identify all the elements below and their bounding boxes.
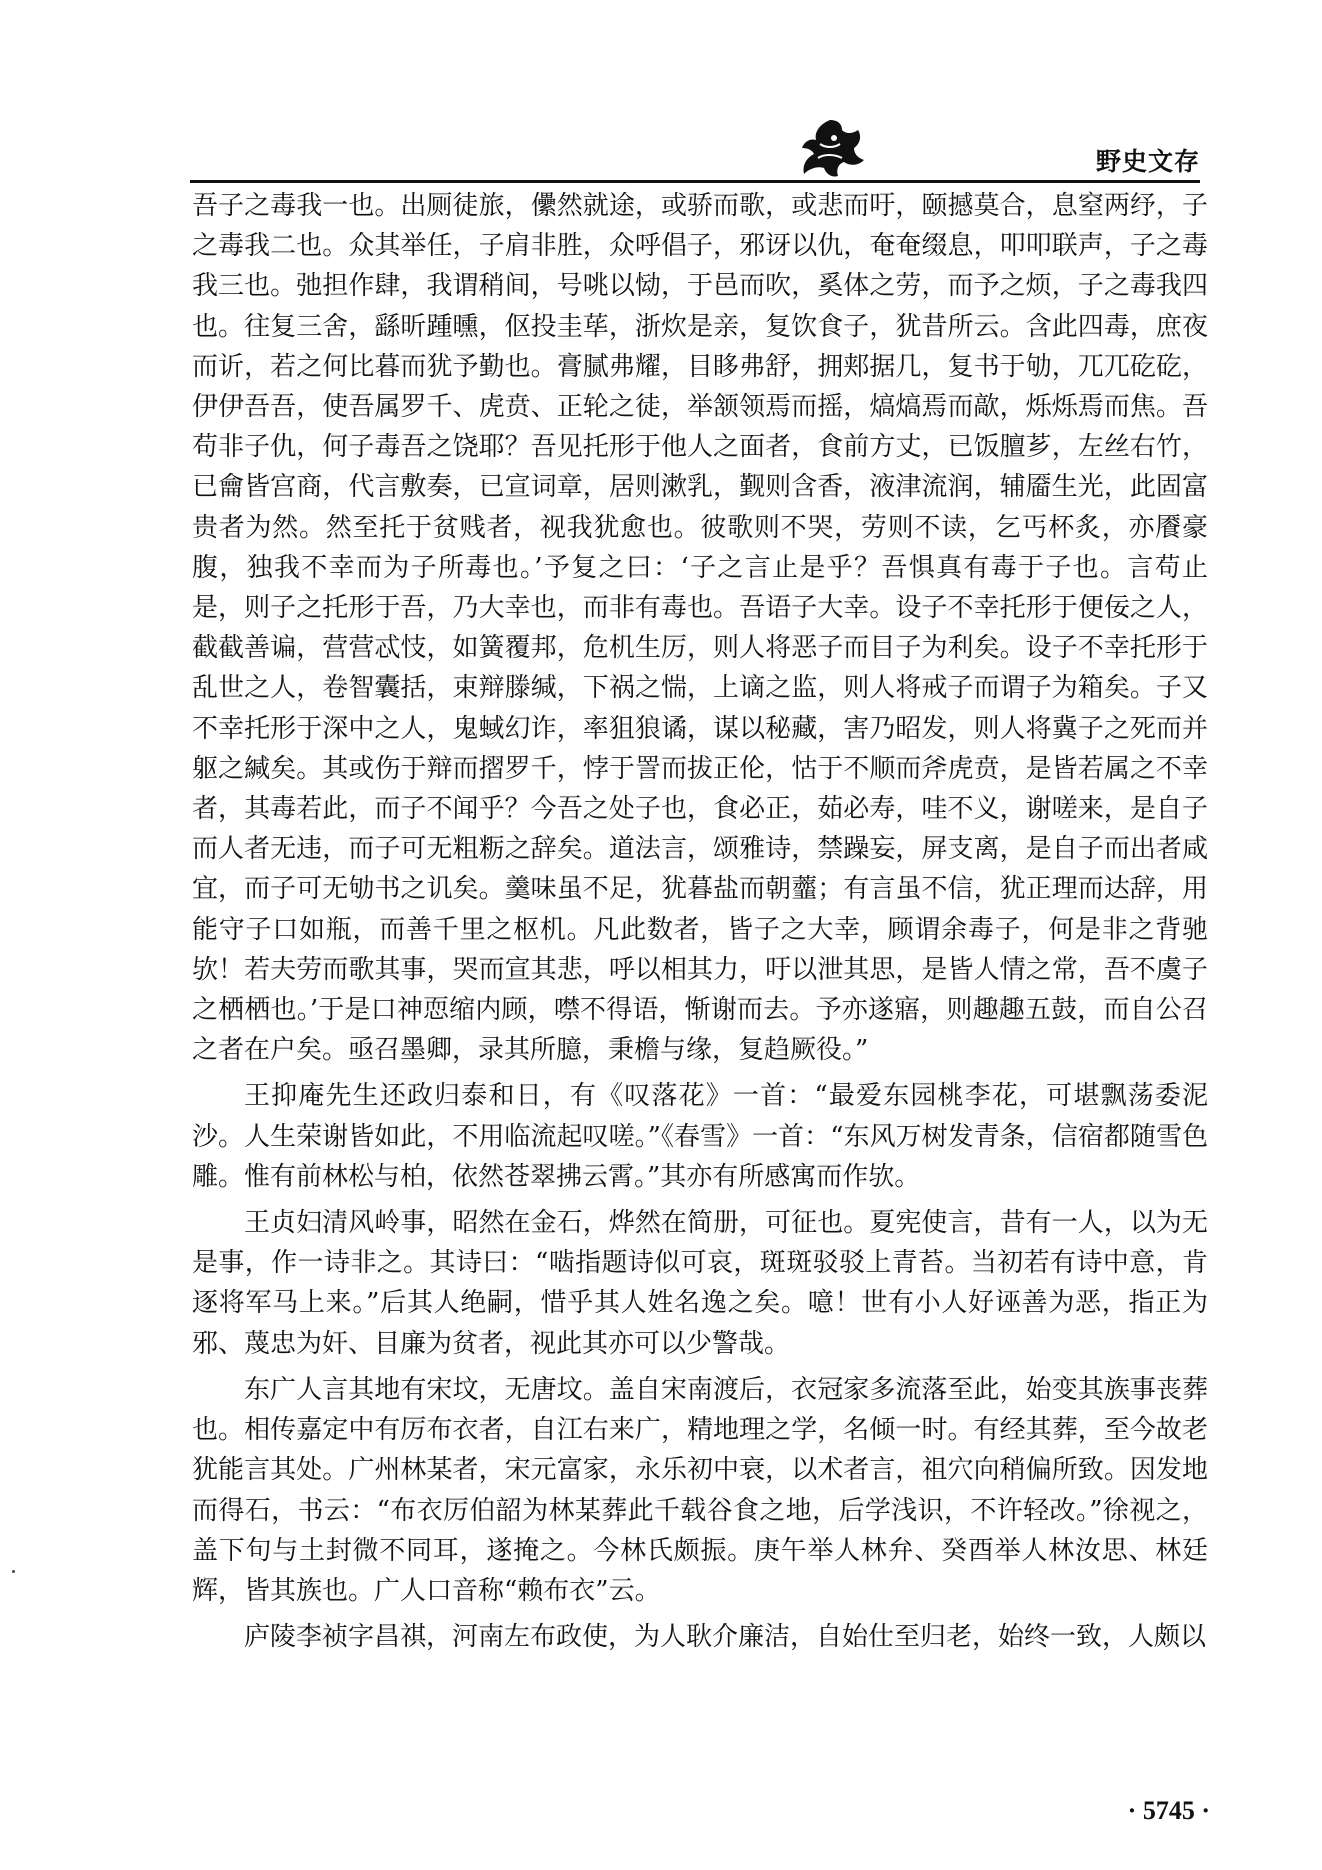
book-series-title: 野史文存 <box>1095 147 1200 176</box>
running-header <box>190 108 1200 188</box>
paragraph-1: 吾子之毒我一也。出厕徒旅，儽然就途，或骄而歌，或悲而吁，颐撼莫合，息窒两纾，子之毒我二也。众其举任，子肩非胜，众呼倡子，邪讶以仇，奄奄缀息，叩叩联声，子之毒我三也。弛担作肆，我谓稍间，号咷以恸，于邑而吹，奚体之劳，而予之烦，子之毒我四也。往复三舍，繇昕踵曛，伛投圭荜，浙炊是亲，复饮食子，犹昔所云。含此四毒，庶夜而䜣，若之何比暮而犹予勤也。膏腻弗耀，目眵弗舒，拥郏据几，复书于劬，兀兀矻矻，伊伊吾吾，使吾属罗千、虎贲、正轮之徒，举颔领焉而摇，熇熇焉而歊，烁烁焉而焦。吾苟非子仇，何子毒吾之饶耶？吾见托形于他人之面者，食前方丈，已饭膻芗，左丝右竹，已龠皆宫商，代言敷奏，已宣词章，居则漱乳，觐则含香，液津流润，辅靥生光，此固富贵者为然。然至托于贫贱者，视我犹愈也。彼歌则不哭，劳则不读，乞丐杯炙，亦餍豪腹，独我不幸而为子所毒也。’予复之曰：‘子之言止是乎？吾惧真有毒于子也。言苟止是，则子之托形于吾，乃大幸也，而非有毒也。吾语子大幸。设子不幸托形于便佞之人，截截善谝，营营忒忮，如簧覆邦，危机生厉，则人将恶子而目子为利矣。设子不幸托形于乱世之人，卷智囊括，束辩滕缄，下祸之惴，上谪之监，则人将戒子而谓子为箱矣。子又不幸托形于深中之人，鬼蜮幻诈，率狙狼谲，谋以秘藏，害乃昭发，则人将冀子之死而并躯之緘矣。其或伤于辩而摺罗千，悖于詈而拔正伦，怙于不顺而斧虎贲，是皆若属之不幸者，其毒若此，而子不闻乎？今吾之处子也，食必正，茹必寿，哇不义，谢嗟来，是自子而人者无违，而子可无粗粝之辞矣。道法言，颂雅诗，禁躁妄，屏支离，是自子而出者咸宜，而子可无劬书之讥矣。羹味虽不足，犹暮盐而朝虀；有言虽不信，犹正理而达辞，用能守子口如瓶，而善千里之枢机。凡此数者，皆子之大幸，顾谓余毒子，何是非之背驰欤！若夫劳而歌其事，哭而宣其悲，呼以相其力，吁以泄其思，是皆人情之常，吾不虞子之栖栖也。’于是口神恧缩内顾，噤不得语，惭谢而去。予亦遂寤，则趣趣五鼓，而自公召之者在户矣。亟召墨卿，录其所臆，秉檐与缘，复趋厥役。” <box>192 191 1208 1066</box>
article-body <box>192 186 1208 1663</box>
paragraph-3: 王贞妇清风岭事，昭然在金石，烨然在简册，可征也。夏宪使言，昔有一人，以为无是事，作一诗非之。其诗曰：“啮指题诗似可哀，斑斑驳驳上青苔。当初若有诗中意，肯逐将军马上来。”后其人绝嗣，惜乎其人姓名逸之矣。噫！世有小人好诬善为恶，指正为邪、蔑忠为奸、目廉为贫者，视此其亦可以少警哉。 <box>192 1208 1208 1359</box>
page-number: · 5745 · <box>1127 1796 1210 1825</box>
paragraph-5: 庐陵李祯字昌祺，河南左布政使，为人耿介廉洁，自始仕至归老，始终一致，人颇以 <box>244 1622 1207 1653</box>
scan-speck <box>12 1570 15 1573</box>
dragon-emblem-icon <box>790 114 870 182</box>
header-rule <box>190 180 1200 183</box>
paragraph-2: 王抑庵先生还政归泰和日，有《叹落花》一首：“最爱东园桃李花，可堪飘荡委泥沙。人生荣谢皆如此，不用临流起叹嗟。”《春雪》一首：“东风万树发青条，信宿都随雪色雕。惟有前林松与柏，依然苍翠拂云霄。”其亦有所感寓而作欤。 <box>192 1081 1208 1192</box>
paragraph-4: 东广人言其地有宋坟，无唐坟。盖自宋南渡后，衣冠家多流落至此，始变其族事丧葬也。相传嘉定中有厉布衣者，自江右来广，精地理之学，名倾一时。有经其葬，至今故老犹能言其处。广州林某者，宋元富家，永乐初中衰，以术者言，祖穴向稍偏所致。因发地而得石，书云：“布衣厉伯韶为林某葬此千载谷食之地，后学浅识，不许轻改。”徐视之，盖下句与土封微不同耳，遂掩之。今林氏颇振。庚午举人林弁、癸酉举人林汝思、林廷辉，皆其族也。广人口音称“赖布衣”云。 <box>192 1374 1208 1606</box>
